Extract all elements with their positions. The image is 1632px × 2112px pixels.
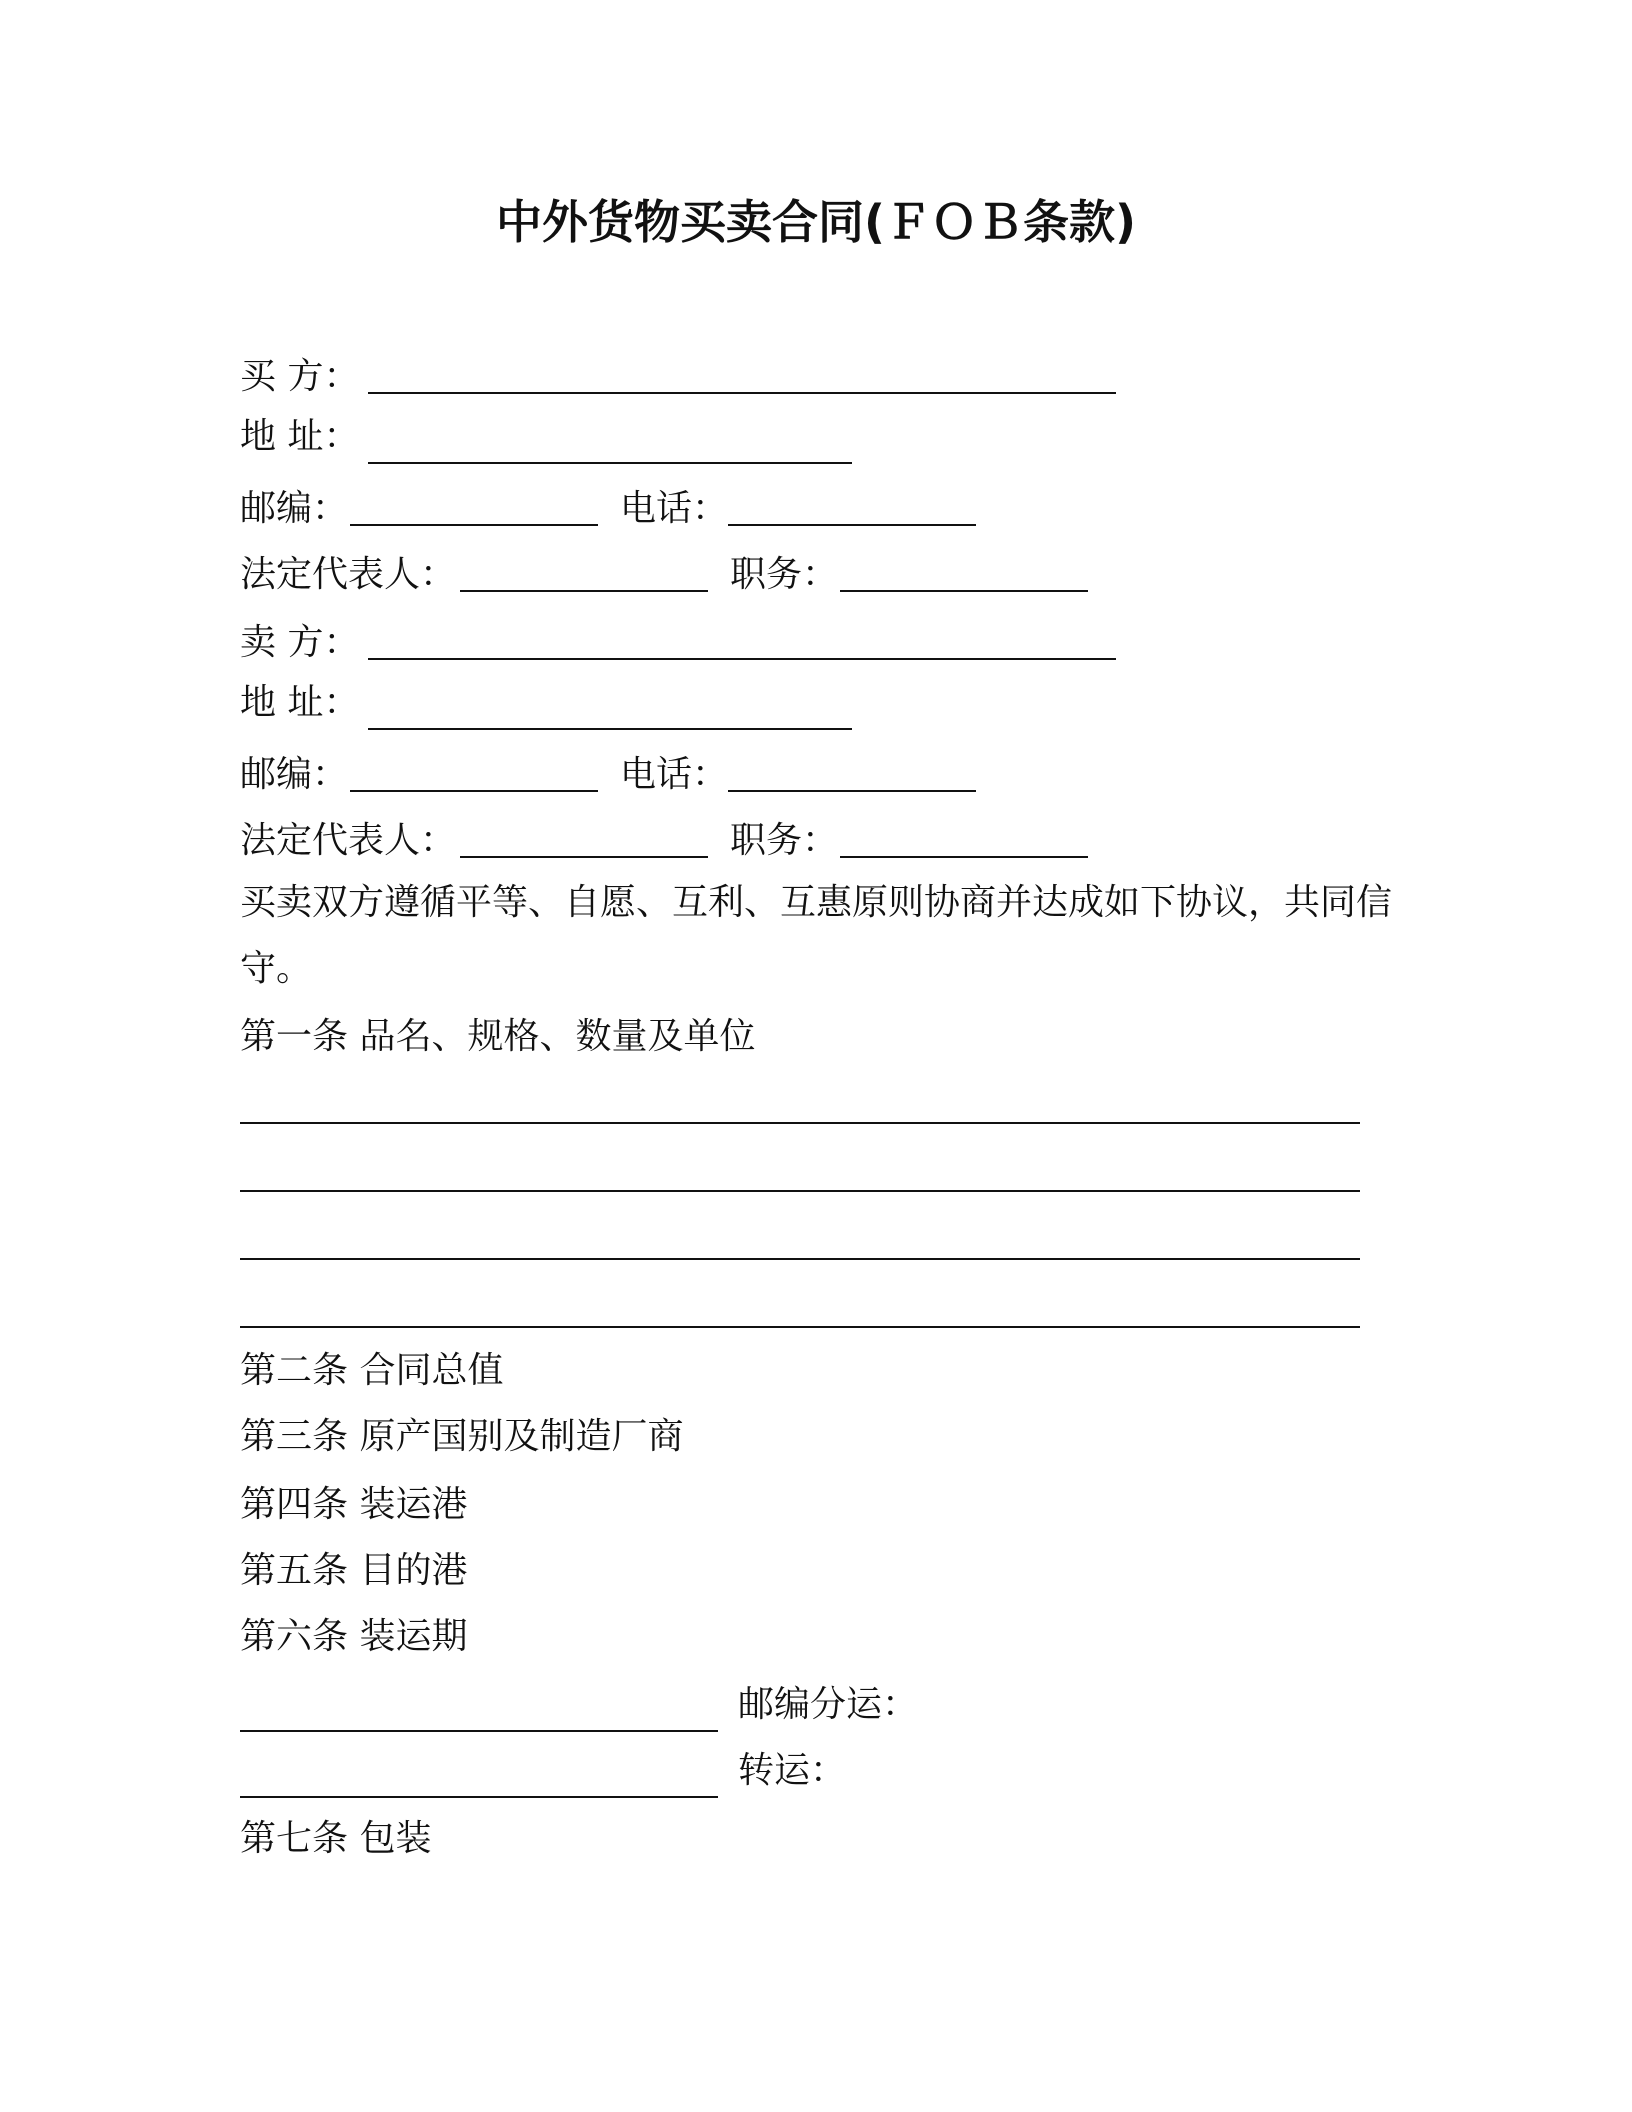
seller-party-blank[interactable]: [368, 658, 1116, 660]
article-1-blank-line[interactable]: [240, 1122, 1360, 1124]
article-6-heading: 第六条 装运期: [240, 1616, 468, 1657]
seller-postcode-blank[interactable]: [350, 790, 598, 792]
article-1-blank-line[interactable]: [240, 1190, 1360, 1192]
buyer-address-blank[interactable]: [368, 462, 852, 464]
seller-phone-label: 电话：: [620, 754, 729, 795]
buyer-phone-blank[interactable]: [728, 524, 976, 526]
buyer-address-label: 地 址：: [240, 416, 360, 457]
seller-address-label: 地 址：: [240, 682, 360, 723]
seller-phone-blank[interactable]: [728, 790, 976, 792]
seller-position-label: 职务：: [730, 820, 839, 861]
buyer-position-label: 职务：: [730, 554, 839, 595]
document-title: 中外货物买卖合同(ＦＯＢ条款): [495, 195, 1137, 249]
article-1-blank-line[interactable]: [240, 1258, 1360, 1260]
seller-position-blank[interactable]: [840, 856, 1088, 858]
buyer-postcode-label: 邮编：: [240, 488, 349, 529]
transshipment-label: 转运：: [738, 1750, 847, 1791]
seller-postcode-label: 邮编：: [240, 754, 349, 795]
article-5-heading: 第五条 目的港: [240, 1550, 468, 1591]
buyer-legal-rep-blank[interactable]: [460, 590, 708, 592]
transshipment-blank[interactable]: [240, 1796, 718, 1798]
article-7-heading: 第七条 包装: [240, 1818, 432, 1859]
buyer-phone-label: 电话：: [620, 488, 729, 529]
article-1-heading: 第一条 品名、规格、数量及单位: [240, 1016, 756, 1057]
preamble-text: 买卖双方遵循平等、自愿、互利、互惠原则协商并达成如下协议，共同信守。: [240, 882, 1393, 989]
seller-address-blank[interactable]: [368, 728, 852, 730]
partial-shipment-blank[interactable]: [240, 1730, 718, 1732]
buyer-position-blank[interactable]: [840, 590, 1088, 592]
article-1-blank-line[interactable]: [240, 1326, 1360, 1328]
seller-legal-rep-label: 法定代表人：: [240, 820, 457, 861]
article-2-heading: 第二条 合同总值: [240, 1350, 504, 1391]
article-3-heading: 第三条 原产国别及制造厂商: [240, 1416, 684, 1457]
buyer-postcode-blank[interactable]: [350, 524, 598, 526]
buyer-legal-rep-label: 法定代表人：: [240, 554, 457, 595]
buyer-party-blank[interactable]: [368, 392, 1116, 394]
partial-shipment-label: 邮编分运：: [738, 1684, 919, 1725]
seller-legal-rep-blank[interactable]: [460, 856, 708, 858]
seller-party-label: 卖 方：: [240, 622, 360, 663]
article-4-heading: 第四条 装运港: [240, 1484, 468, 1525]
buyer-party-label: 买 方：: [240, 356, 360, 397]
